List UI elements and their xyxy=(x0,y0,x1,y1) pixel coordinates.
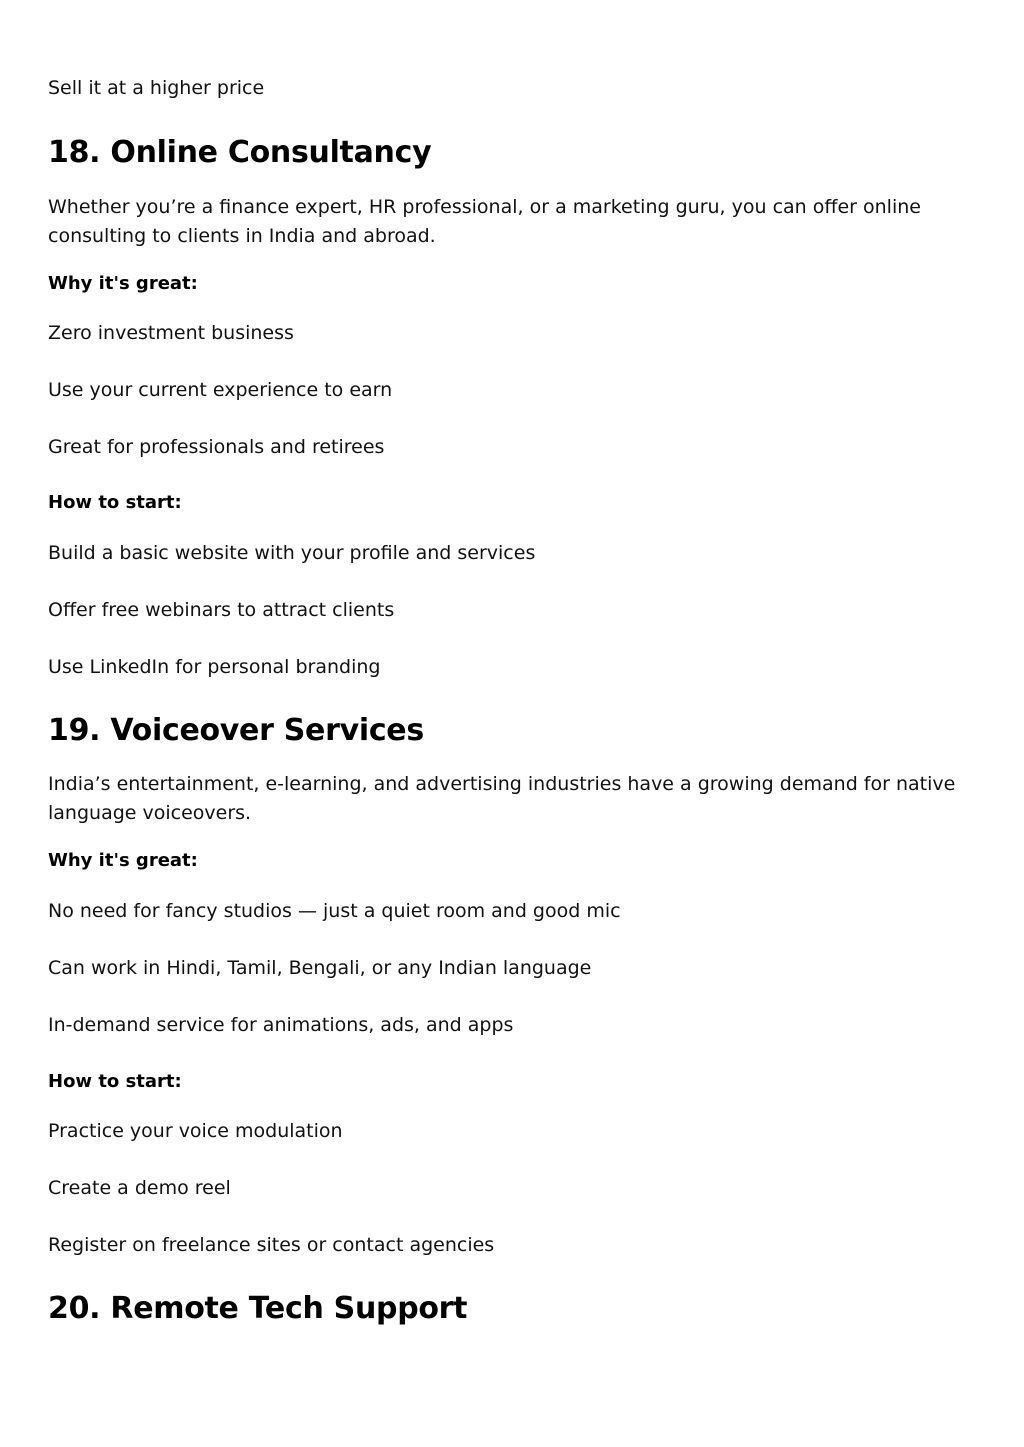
section-description: India’s entertainment, e-learning, and advertising industries have a growing demand for native language voiceovers. xyxy=(48,773,956,824)
list-item: Register on freelance sites or contact agencies xyxy=(48,1234,495,1256)
list-item: Great for professionals and retirees xyxy=(48,436,385,458)
why-label: Why it's great: xyxy=(48,850,198,871)
section-heading-online-consultancy: 18. Online Consultancy xyxy=(48,135,432,170)
list-item: Use LinkedIn for personal branding xyxy=(48,656,381,678)
list-item: Zero investment business xyxy=(48,322,294,344)
how-label: How to start: xyxy=(48,1071,182,1092)
why-label: Why it's great: xyxy=(48,273,198,294)
list-item: Offer free webinars to attract clients xyxy=(48,599,395,621)
list-item: Practice your voice modulation xyxy=(48,1120,343,1142)
section-heading-voiceover-services: 19. Voiceover Services xyxy=(48,713,424,748)
list-item: Create a demo reel xyxy=(48,1177,231,1199)
how-label: How to start: xyxy=(48,492,182,513)
section-description: Whether you’re a finance expert, HR professional, or a marketing guru, you can offer online consulting to clients in India and abroad. xyxy=(48,196,921,247)
list-item: No need for fancy studios — just a quiet room and good mic xyxy=(48,900,621,922)
intro-line: Sell it at a higher price xyxy=(48,77,265,99)
list-item: Use your current experience to earn xyxy=(48,379,393,401)
list-item: In-demand service for animations, ads, and apps xyxy=(48,1014,514,1036)
section-heading-remote-tech-support: 20. Remote Tech Support xyxy=(48,1291,468,1326)
list-item: Build a basic website with your profile and services xyxy=(48,542,536,564)
list-item: Can work in Hindi, Tamil, Bengali, or any Indian language xyxy=(48,957,592,979)
